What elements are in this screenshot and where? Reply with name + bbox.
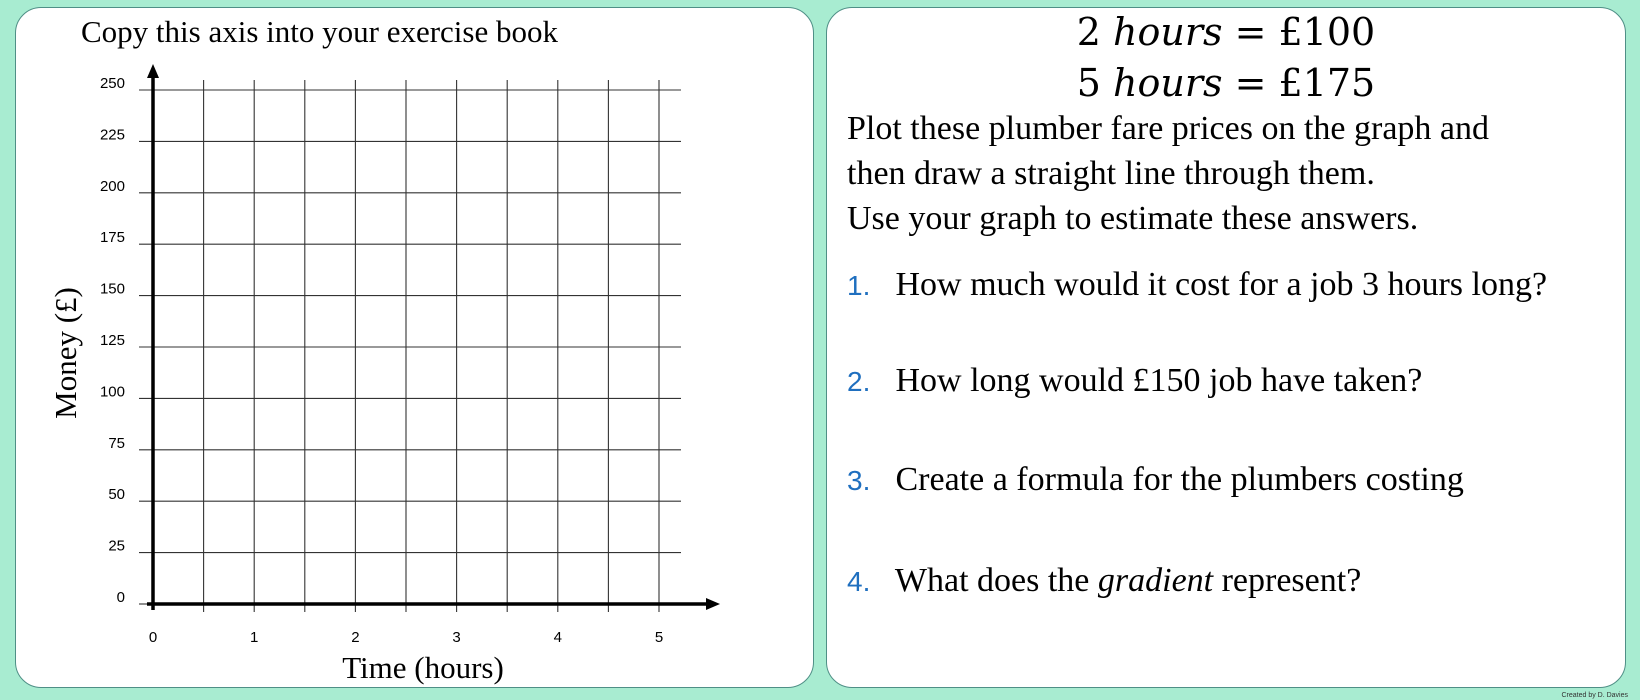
y-tick-label: 200 [99,177,125,195]
y-axis-title: Money (£) [48,287,83,419]
left-panel [15,7,814,688]
y-tick-label: 225 [99,126,125,144]
y-tick-label: 250 [99,75,125,92]
x-axis-arrow [706,598,720,610]
x-tick-label: 2 [351,629,360,646]
x-tick-label: 4 [553,629,562,646]
question-number: 3. [847,465,871,496]
x-tick-label: 1 [250,629,259,646]
equation-variable: hours [1113,10,1223,54]
y-tick-label: 150 [99,280,125,298]
question-3 [847,461,1464,499]
equation-number: 2 [1076,10,1101,54]
right-panel [826,7,1626,688]
task-instructions [847,106,1617,241]
y-tick-label: 125 [99,332,125,349]
equation-variable: hours [1113,61,1223,105]
y-axis-arrow [147,64,159,78]
task-line: Plot these plumber fare prices on the graph and [847,110,1490,147]
question-number: 4. [847,566,871,597]
question-2 [847,362,1422,400]
task-line: then draw a straight line through them. [847,155,1375,192]
x-axis-title: Time (hours) [342,650,504,685]
question-number: 2. [847,366,871,397]
question-text: How long would £150 job have taken? [895,362,1423,399]
y-tick-label: 175 [99,229,125,247]
x-tick-label: 5 [654,629,664,646]
equation-5-hours [827,61,1625,105]
x-tick-label: 0 [148,629,158,646]
question-4 [847,562,1361,600]
y-tick-label: 75 [108,434,125,452]
equation-rhs: = £175 [1234,61,1376,105]
x-tick-label: 3 [452,629,461,646]
y-tick-label: 0 [116,589,125,606]
question-text-before: What does the [894,562,1090,599]
question-text-emphasis: gradient [1097,562,1214,599]
blank-axis-graph [16,8,815,689]
question-text-after: represent? [1221,562,1362,599]
question-1 [847,266,1547,304]
y-tick-label: 50 [108,486,125,504]
equation-rhs: = £100 [1234,10,1376,54]
y-tick-label: 100 [99,383,125,401]
instruction-text: Copy this axis into your exercise book [81,14,558,49]
equation-2-hours [827,10,1625,54]
equation-number: 5 [1076,61,1101,105]
question-text: How much would it cost for a job 3 hours long? [895,266,1548,303]
y-tick-label: 25 [108,537,125,555]
question-text: Create a formula for the plumbers costing [895,461,1464,498]
task-line: Use your graph to estimate these answers. [847,200,1419,237]
question-number: 1. [847,270,871,301]
credit-text: Created by D. Davies [1561,692,1628,699]
